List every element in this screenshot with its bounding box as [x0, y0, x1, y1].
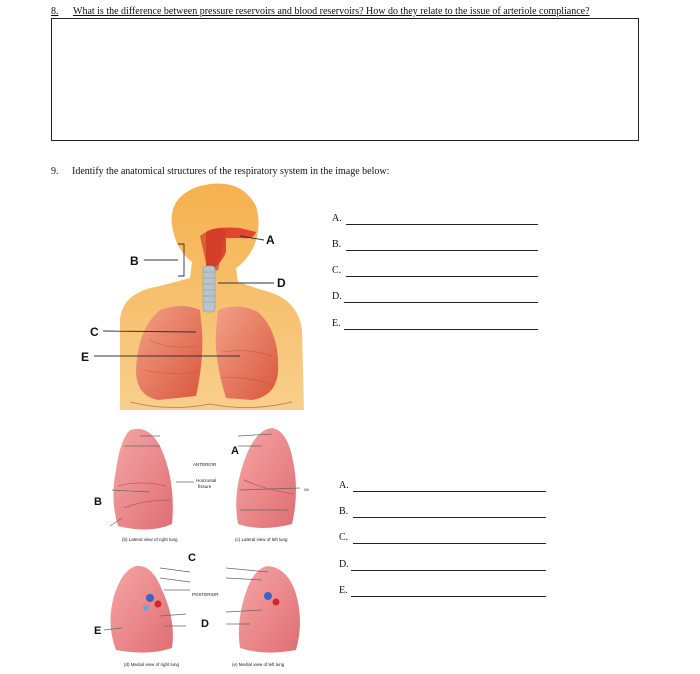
- upper-blank-c-label: C.: [332, 265, 342, 276]
- lung-lateral-right: [113, 429, 172, 530]
- upper-blank-d[interactable]: [332, 291, 538, 303]
- caption-c: (c) Lateral view of left lung: [235, 537, 288, 542]
- lower-blank-c[interactable]: [339, 532, 546, 544]
- lung-lateral-left: [236, 428, 296, 528]
- upper-blank-b[interactable]: [332, 239, 538, 251]
- lung-label-b: B: [94, 496, 102, 508]
- lower-blank-c-label: C.: [339, 532, 349, 543]
- torso-illustration: [120, 184, 304, 411]
- lung-medial-right: [110, 566, 172, 653]
- anterior-label: ANTERIOR: [193, 462, 217, 467]
- question-8-text: What is the difference between pressure reservoirs and blood reservoirs? How do they relate to the issue of arteriole compliance?: [73, 6, 590, 17]
- question-9-text: Identify the anatomical structures of the respiratory system in the image below:: [72, 166, 390, 177]
- lower-blank-d[interactable]: [339, 559, 546, 571]
- caption-b: (b) Lateral view of right lung: [122, 537, 178, 542]
- posterior-label: POSTERIOR: [192, 592, 219, 597]
- lower-blank-b[interactable]: [339, 506, 546, 518]
- upper-label-a: A: [266, 233, 275, 247]
- lung-label-a: A: [231, 445, 239, 457]
- upper-blank-a[interactable]: [332, 213, 538, 225]
- upper-blank-a-label: A.: [332, 213, 342, 224]
- lower-blank-a-label: A.: [339, 480, 349, 491]
- lung-label-e: E: [94, 625, 102, 637]
- upper-blank-e-label: E.: [332, 318, 341, 329]
- horizontal-fissure-label-2: fissure: [198, 484, 212, 489]
- question-9-number: 9.: [51, 166, 59, 177]
- question-8-number: 8.: [51, 6, 59, 17]
- caption-d: (d) Medial view of right lung: [124, 662, 180, 667]
- upper-blank-b-label: B.: [332, 239, 342, 250]
- upper-label-d: D: [277, 276, 286, 290]
- upper-label-c: C: [90, 325, 99, 339]
- lower-blank-e-label: E.: [339, 585, 348, 596]
- lung-label-d: D: [201, 618, 209, 630]
- lung-label-c: C: [188, 552, 196, 564]
- horizontal-fissure-label: Horizontal: [196, 478, 217, 483]
- lower-blank-d-label: D.: [339, 559, 349, 570]
- upper-blank-c[interactable]: [332, 265, 538, 277]
- upper-blank-e[interactable]: [332, 318, 538, 330]
- upper-blank-d-label: D.: [332, 291, 342, 302]
- lower-blank-a[interactable]: [339, 480, 546, 492]
- ox-label: ox: [304, 487, 309, 492]
- lower-blank-b-label: B.: [339, 506, 349, 517]
- upper-label-b: B: [130, 254, 139, 268]
- caption-e: (e) Medial view of left lung: [232, 662, 285, 667]
- lower-blank-e[interactable]: [339, 585, 546, 597]
- upper-label-e: E: [81, 350, 90, 364]
